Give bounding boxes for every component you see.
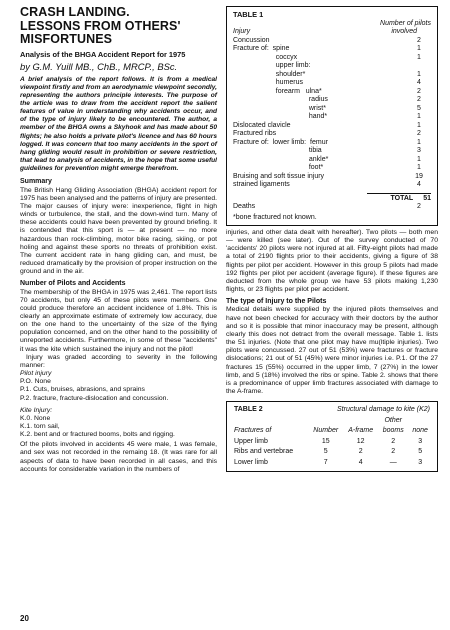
table-2-cell-none: 3 (418, 437, 423, 445)
table-1-row-value: 5 (417, 104, 421, 112)
table-2-header-none: none (412, 427, 428, 435)
table-2-cell-booms: 2 (391, 448, 396, 456)
table-1-row (233, 173, 431, 182)
table-1-row (233, 105, 431, 114)
table-1-total-label: TOTAL (390, 194, 414, 202)
table-1-header (233, 11, 431, 20)
table-1-row (233, 45, 431, 54)
table-2-cell-none: 5 (418, 448, 423, 456)
table-1-row-label: ankle* (233, 155, 329, 163)
table-1-row-label: upper limb: (233, 62, 311, 69)
kite-paragraph: Of the pilots involved in accidents 45 were male, 1 was female, and sex was not recorded in the remaing 18. (It was rare for all aspects of data to have been recorded in all cases, and this accounts for considerable variation in the numbers of (20, 441, 217, 473)
table-1-row-label: shoulder* (233, 70, 306, 78)
table-1-deaths-row (233, 203, 431, 212)
table-1-row (233, 164, 431, 173)
summary-text: The British Hang Gliding Association (BHGA) accident report for 1975 has been analysed and the patterns of injury are presented. The major causes of injury were: inexperience, flight in high winds or turbulence, the stall, and the down-wind turn. Many of these accidents could have been prevented by ground briefing. It is contended that this sport is — at present — no more hazardous than rock-climbing, motor bike racing, skiing, or pot holing and against these sports no threats of prohibition exist. The current accident rate in hang gliding can, and must, be reduced dramatically by the provision of proper instruction on the ground and in the air. (20, 186, 217, 276)
table-2-cell-label: Ribs and vertebrae (234, 448, 294, 456)
table-1-row-value: 4 (417, 79, 421, 86)
table-1-row-label: tibia (233, 147, 322, 154)
table-1-row (233, 139, 431, 148)
table-1-row (233, 113, 431, 122)
table-2-cell-label: Upper limb (234, 437, 268, 445)
table-2-cell-booms: 2 (391, 437, 396, 445)
right-paragraph-1: injuries, and other data dealt with hereafter). Two pilots — both men — were killed (see later). Out of the survey conducted of 70 'accidents' 20 pilots were not injured at all. Fifty-eight pilots had made a total of 2190 flights prior to their accidents, giving a figure of 38 flights per pilot per accident. However in this group 5 pilots had made 192 flights per pilot per accident (average figure). If these figures are deducted from the whole group we have 53 pilots making 1,230 flights, or 23 flights per pilot per accident. (226, 229, 438, 294)
table-2-row (232, 458, 432, 469)
table-1-row-label: strained ligaments (233, 181, 290, 188)
table-1-row-label: Concussion (233, 36, 270, 44)
table-1-row (233, 156, 431, 165)
table-2-cell-label: Lower limb (234, 458, 268, 466)
table-1-title: TABLE 1 (233, 10, 264, 19)
article-byline: by G.M. Yuill MB., ChB., MRCP., BSc. (20, 60, 178, 72)
table-1-row-label: radius (233, 96, 328, 103)
kite-injury-item: K.0. None (20, 414, 51, 422)
page-number: 20 (20, 614, 29, 623)
table-2-header-booms: booms (382, 427, 404, 435)
table-1-row-value: 1 (417, 121, 421, 129)
grading-text: Injury was graded according to severity in the following manner: (20, 353, 217, 369)
table-1-row-value: 1 (417, 155, 421, 163)
table-2-cell-number: 7 (323, 458, 328, 466)
pilot-injury-item: P.1. Cuts, bruises, abrasions, and sprains (20, 386, 145, 394)
table-1-row (233, 130, 431, 139)
table-2-caption: Structural damage to kite (K2) (337, 406, 430, 414)
table-1-col-header: Number of pilots (380, 19, 431, 27)
right-column (226, 6, 438, 472)
headline-line-3: MISFORTUNES (20, 32, 113, 46)
table-1-row-value: 1 (417, 45, 421, 52)
table-1-row-value: 2 (417, 36, 421, 44)
table-1-row-value: 1 (417, 113, 421, 120)
table-1-row (233, 71, 431, 80)
table-1-row-value: 1 (417, 138, 421, 146)
table-1-row-label: hand* (233, 113, 328, 120)
table-1-row (233, 79, 431, 88)
table-1-rows (233, 37, 431, 190)
table-2-header-aframe: A-frame (348, 427, 374, 435)
table-2-cell-booms: — (389, 458, 397, 466)
table-1-row-label: humerus (233, 79, 304, 86)
table-1-subheader (233, 20, 431, 29)
table-1-deaths-value: 2 (417, 203, 421, 210)
table-2-row (232, 437, 432, 448)
table-1-row-value: 1 (417, 53, 421, 61)
table-2-cell-none: 3 (418, 458, 423, 466)
table-2-cell-aframe: 12 (356, 437, 365, 445)
table-2-cell-number: 15 (321, 437, 330, 445)
table-1-row-value: 2 (417, 87, 421, 95)
table-2-title: TABLE 2 (234, 406, 263, 414)
table-1-row (233, 96, 431, 105)
table-1-row (233, 54, 431, 63)
kite-injury-item: K.2. bent and or fractured booms, bolts and rigging. (20, 431, 175, 439)
table-1-row-value: 3 (417, 147, 421, 154)
table-1-row-label: forearm ulna* (233, 87, 322, 95)
table-1-row-value: 2 (417, 130, 421, 137)
pilots-text: The membership of the BHGA in 1975 was 2,461. The report lists 70 accidents, but only 45 of these pilots were members. One could produce therefore an accident incidence of 1.8%. This is clearly an approximate estimate of extremely low accuracy, due on the one hand to the uncertainty of the size of the flying population concerned, and on the other hand to the possibility of unreported accidents. Furthermore, in some of these "accidents" it was the kite which sustained the injury and not the pilot! (20, 288, 217, 353)
table-2-cell-aframe: 2 (358, 448, 363, 456)
table-2-cell-number: 5 (323, 448, 328, 456)
table-2-header-other: Other (384, 416, 402, 424)
summary-heading: Summary (20, 178, 52, 186)
pilot-injury-item: P.O. None (20, 378, 51, 386)
table-1-row (233, 181, 431, 190)
kite-injury-heading: Kite Injury: (20, 406, 53, 414)
table-1-row-value: 2 (417, 96, 421, 103)
table-1-row (233, 122, 431, 131)
table-1-col-header-2: involved (391, 28, 417, 35)
table-2-header-number: Number (313, 427, 339, 435)
left-column (20, 6, 217, 474)
table-1-injury-label: Injury (233, 28, 251, 35)
table-2-cell-aframe: 4 (358, 458, 363, 466)
table-1-row-value: 1 (417, 70, 421, 78)
table-1-row-label: foot* (233, 164, 324, 171)
table-2-header-fractures: Fractures of (234, 427, 272, 435)
table-1-row-label: wrist* (233, 104, 326, 112)
kite-injury-item: K.1. torn sail, (20, 423, 60, 430)
table-1-row-value: 1 (417, 164, 421, 171)
table-1-row-label: Fractured ribs (233, 130, 277, 137)
table-1-row-label: Dislocated clavicle (233, 121, 291, 129)
table-1-row-label: coccyx (233, 53, 298, 61)
table-1-row (233, 37, 431, 46)
table-1-row-label: Fracture of: spine (233, 45, 290, 52)
headline-line-2: LESSONS FROM OTHERS' (20, 18, 181, 33)
table-1-row-value: 19 (415, 172, 423, 180)
table-1-row-value (407, 62, 431, 71)
table-1-row-value: 4 (417, 181, 421, 188)
table-1-deaths-label: Deaths (233, 203, 256, 210)
table-1-row-label: Bruising and soft tissue injury (233, 172, 325, 180)
table-1-row (233, 88, 431, 97)
table-2-body (232, 437, 432, 469)
table-1-row-label: Fracture of: lower limb: femur (233, 138, 328, 146)
pilot-injury-heading: Pilot injury (20, 370, 52, 378)
table-2-row (232, 447, 432, 458)
table-1 (226, 6, 438, 226)
table-1-total-value: 51 (423, 194, 431, 202)
pilot-injury-item: P.2. fracture, fracture-dislocation and concussion. (20, 394, 169, 402)
headline-line-1: CRASH LANDING. (20, 5, 130, 19)
injury-type-heading: The type of Injury to the Pilots (226, 298, 327, 306)
table-1-row (233, 62, 431, 71)
article-subhead: Analysis of the BHGA Accident Report for 1975 (20, 49, 186, 59)
article-headline (20, 6, 217, 47)
table-1-total-row (367, 193, 431, 204)
table-1-note: *bone fractured not known. (233, 213, 317, 221)
injury-type-text: Medical details were supplied by the injured pilots themselves and have not been checked for accuracy with their doctors by the author and so it is possible that minor inaccuracy may be present, although clearly this does not detract from the overall message. Table 1. lists the 51 injuries. (Note that one pilot may have mu(ltiple injuries). Two pilots were concussed. 27 out of 51 (53%) were fractures or fracture dislocations; 21 out of 51 (45%) were minor injuries i.e. P.1. Of the 27 fractures 15 (55%) occurred in the upper limb, 7 (27%) in the lower limb, and 5 (18%) involved the ribs or spine. Table 2. shows that there is a predominance of upper limb fractures associated with damage to the A-frame. (226, 306, 438, 396)
table-1-row (233, 147, 431, 156)
pilots-heading: Number of Pilots and Accidents (20, 280, 126, 288)
article-abstract: A brief analysis of the report follows. It is from a medical viewpoint firstly and from an aerodynamic viewpoint secondly, representing the authors principle interests. The purpose of the article was to draw from the accident report the salient features of value in understanding why accidents occur, and of the type of injury likely to be encountered. The author, a member of the BHGA owns a Skyhook and has made about 50 flights; he also holds a private pilot's licence and has 60 hours logged. It was concern that too many accidents in the sport of hang gliding would result in prohibition or severe restriction, that lead to analysis of accidents, in the hope that some useful guidelines for prevention might emerge therefrom. (20, 75, 217, 173)
table-2 (226, 401, 438, 472)
